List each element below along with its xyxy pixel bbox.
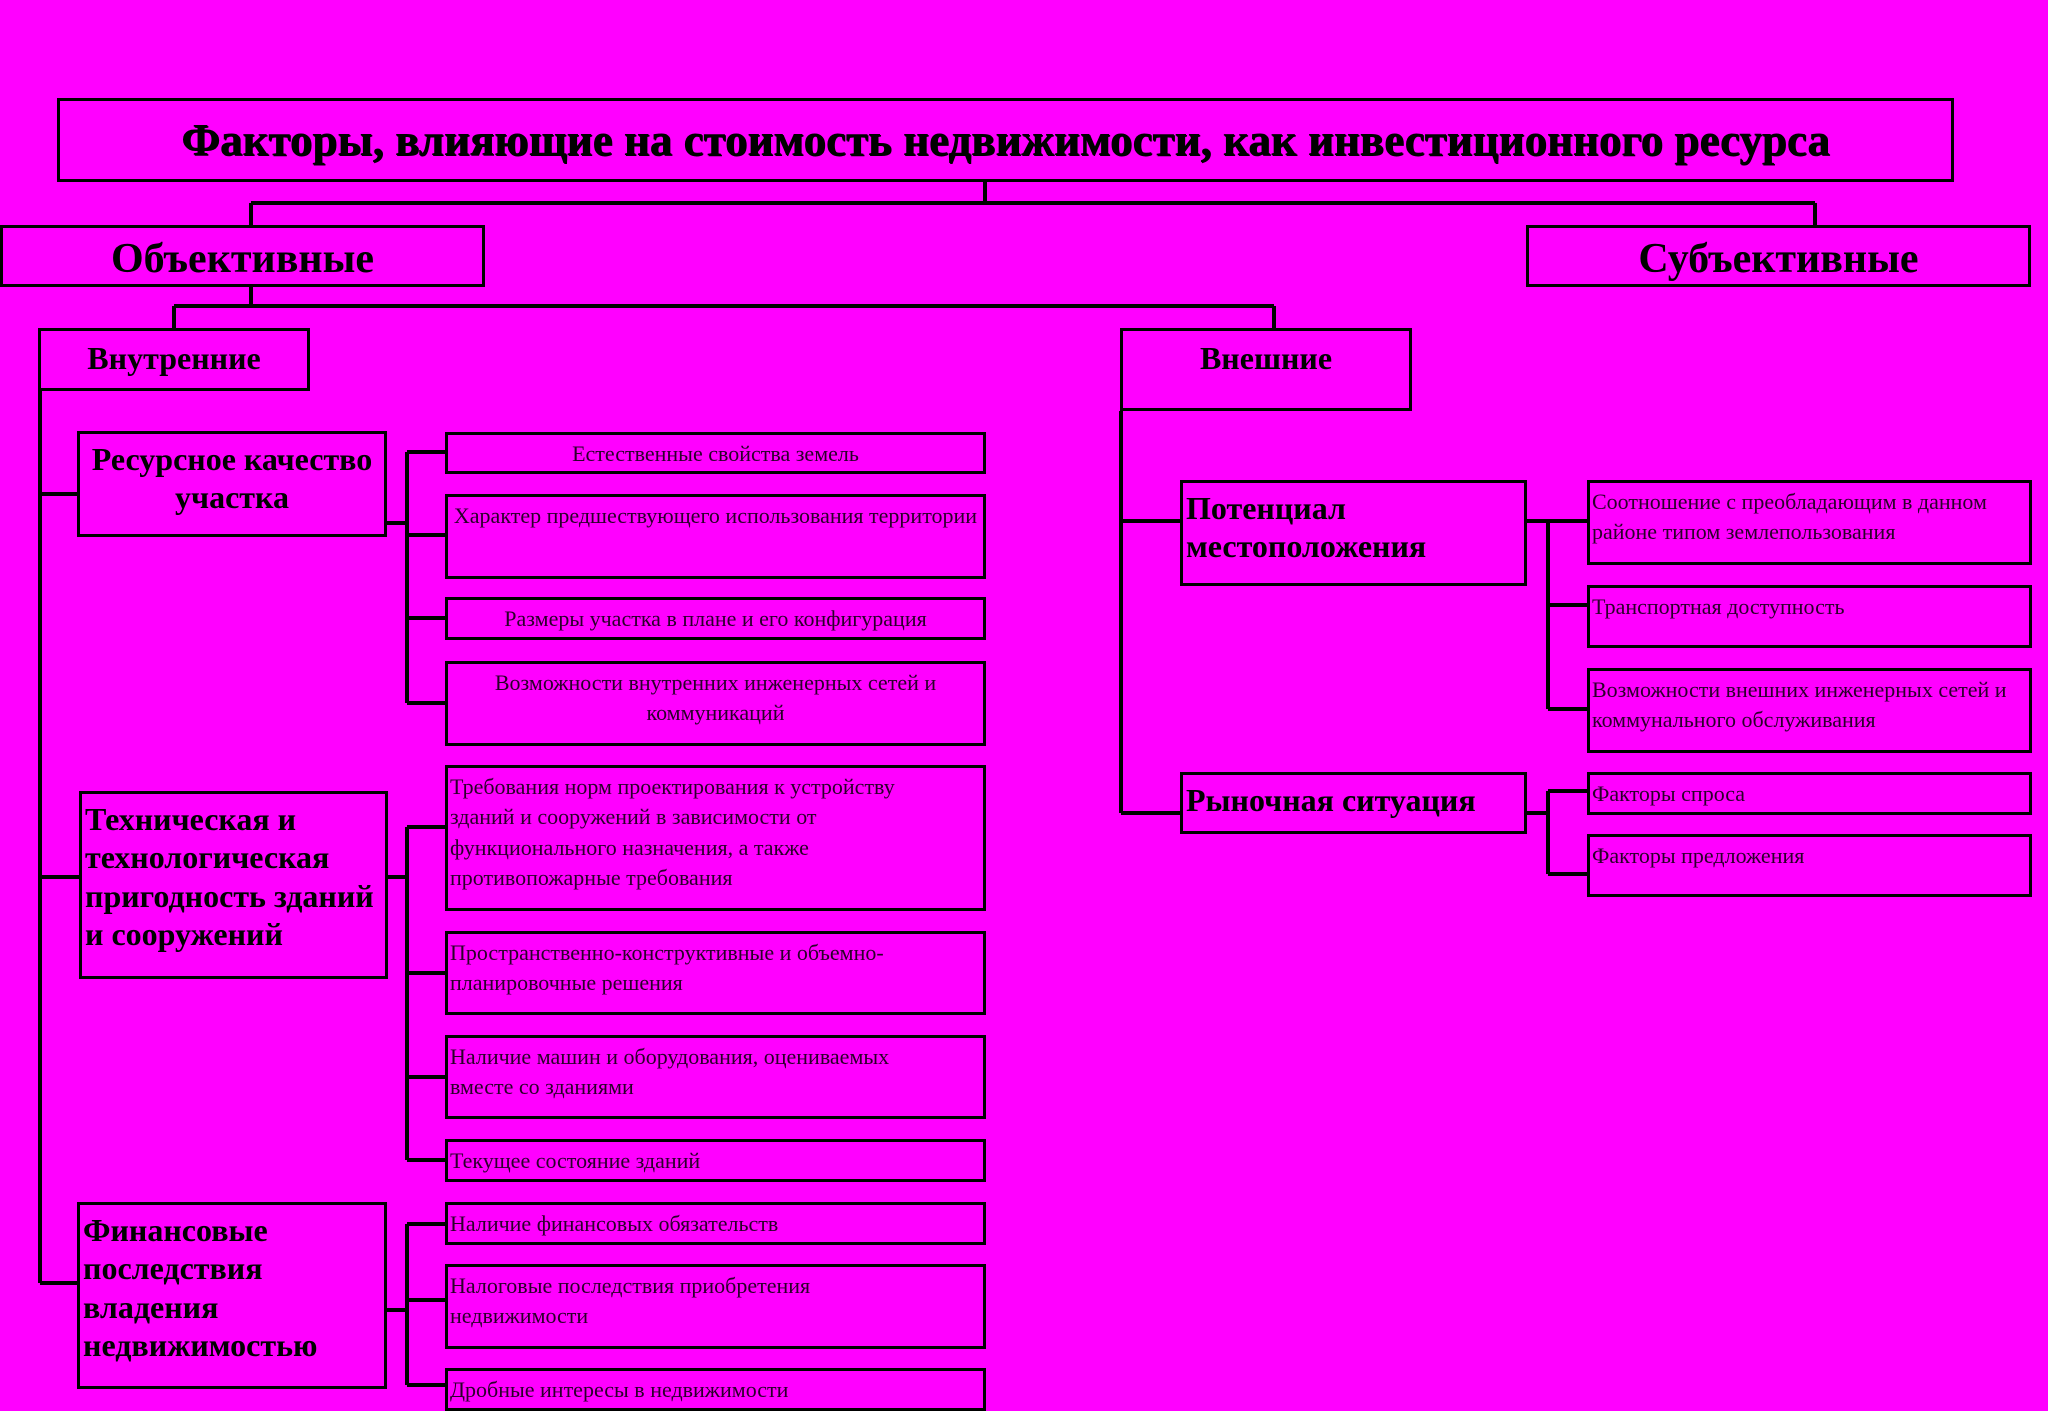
diagram-title: Факторы, влияющие на стоимость недвижимости, как инвестиционного ресурса bbox=[181, 115, 1830, 165]
list-item: Факторы предложения bbox=[1587, 834, 2032, 897]
internal-box bbox=[38, 328, 310, 391]
subjective-box bbox=[1526, 225, 2031, 287]
list-item: Транспортная доступность bbox=[1587, 585, 2032, 648]
list-item: Характер предшествующего использования территории bbox=[445, 494, 986, 579]
list-item: Факторы спроса bbox=[1587, 772, 2032, 815]
market-label: Рыночная ситуация bbox=[1186, 782, 1476, 818]
objective-label: Объективные bbox=[110, 236, 375, 282]
technical-label: Техническая и технологическая пригодность зданий и сооружений bbox=[85, 801, 374, 953]
list-item: Размеры участка в плане и его конфигурация bbox=[445, 597, 986, 640]
financial-box bbox=[77, 1202, 387, 1389]
list-item: Возможности внешних инженерных сетей и коммунального обслуживания bbox=[1587, 668, 2032, 753]
subjective-label: Субъективные bbox=[1638, 236, 1919, 282]
list-item: Пространственно-конструктивные и объемно-планировочные решения bbox=[445, 931, 986, 1015]
list-item: Наличие финансовых обязательств bbox=[445, 1202, 986, 1245]
list-item: Дробные интересы в недвижимости bbox=[445, 1368, 986, 1411]
objective-box bbox=[0, 225, 485, 287]
resource-quality-box bbox=[77, 431, 387, 537]
list-item: Наличие машин и оборудования, оцениваемых вместе со зданиями bbox=[445, 1035, 986, 1119]
list-item: Требования норм проектирования к устройству зданий и сооружений в зависимости от функционального назначения, а также противопожарные требования bbox=[445, 765, 986, 911]
market-box bbox=[1180, 772, 1527, 834]
location-label: Потенциал местоположения bbox=[1186, 490, 1427, 565]
internal-label: Внутренние bbox=[87, 340, 261, 376]
list-item: Возможности внутренних инженерных сетей и коммуникаций bbox=[445, 661, 986, 746]
title-box bbox=[57, 98, 1954, 182]
list-item: Налоговые последствия приобретения недвижимости bbox=[445, 1264, 986, 1349]
resource-quality-label: Ресурсное качество участка bbox=[91, 441, 373, 516]
financial-label: Финансовые последствия владения недвижимостью bbox=[83, 1212, 318, 1364]
external-box bbox=[1120, 328, 1412, 411]
list-item: Естественные свойства земель bbox=[445, 432, 986, 474]
list-item: Текущее состояние зданий bbox=[445, 1139, 986, 1182]
external-label: Внешние bbox=[1199, 340, 1333, 376]
list-item: Соотношение с преобладающим в данном районе типом землепользования bbox=[1587, 480, 2032, 565]
location-box bbox=[1180, 480, 1527, 586]
technical-box bbox=[79, 791, 388, 979]
